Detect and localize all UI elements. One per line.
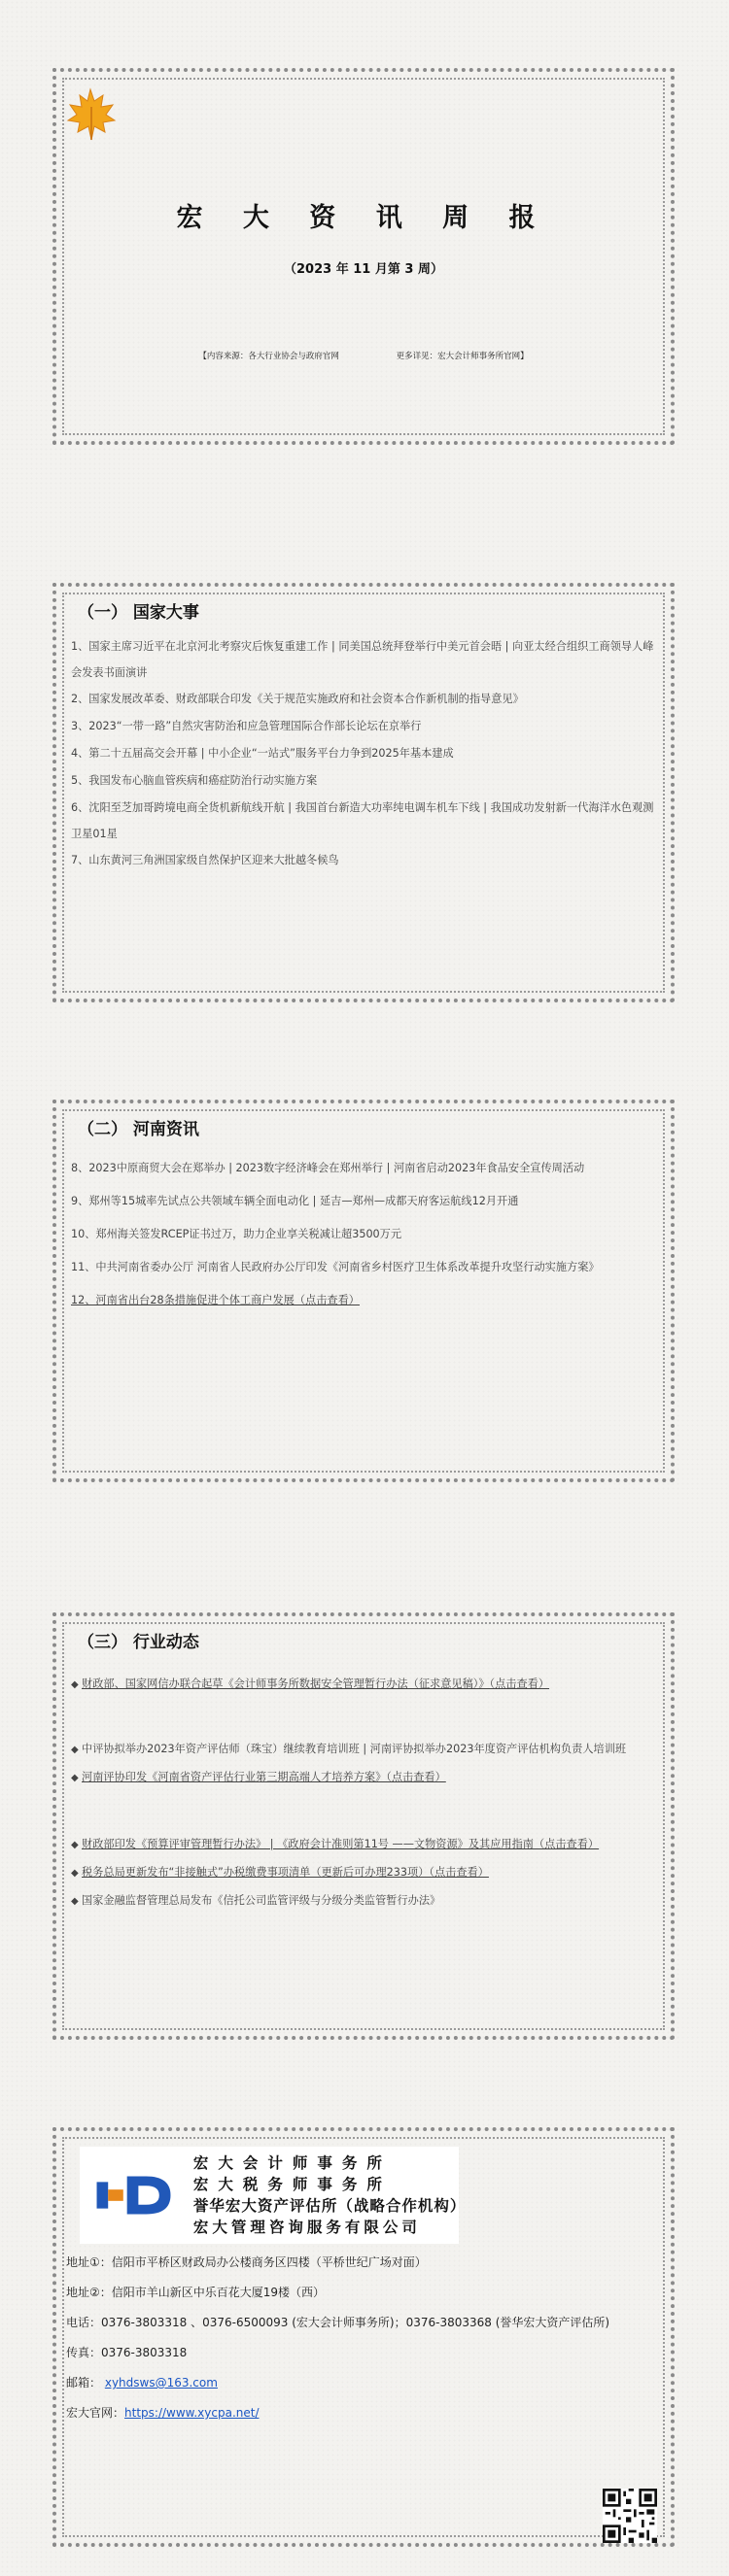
header-panel (52, 68, 675, 445)
email-link[interactable]: xyhdsws@163.com (104, 2376, 218, 2390)
address-2: 地址②：信阳市羊山新区中乐百花大厦19楼（西） (66, 2286, 326, 2299)
list-item[interactable]: ◆ 财政部印发《预算评审管理暂行办法》 | 《政府会计准则第11号 ——文物资源》及其应用指南（点击查看） (71, 1831, 657, 1859)
list-item[interactable]: 2、国家发展改革委、财政部联合印发《关于规范实施政府和社会资本合作新机制的指导意见》 (71, 693, 524, 705)
list-item[interactable]: 7、山东黄河三角洲国家级自然保护区迎来大批越冬候鸟 (71, 854, 339, 866)
website-row: 宏大官网：https://www.xycpa.net/ (66, 2406, 260, 2420)
list-item[interactable]: ◆ 国家金融监督管理总局发布《信托公司监管评级与分级分类监管暂行办法》 (71, 1887, 657, 1915)
address-1: 地址①：信阳市平桥区财政局办公楼商务区四楼（平桥世纪广场对面） (66, 2255, 427, 2269)
list-item[interactable]: 3、2023“一带一路”自然灾害防治和应急管理国际合作部长论坛在京举行 (71, 720, 422, 732)
issue-date: （2023 年 11 月第 3 周） (284, 262, 443, 277)
list-item[interactable]: ◆ 中评协拟举办2023年资产评估师（珠宝）继续教育培训班 | 河南评协拟举办2023年度资产评估机构负责人培训班 (71, 1736, 657, 1764)
diamond-bullet-icon: ◆ (71, 1840, 79, 1850)
section-title: （一） 国家大事 (78, 603, 199, 623)
list-item[interactable]: ◆ 河南评协印发《河南省资产评估行业第三期高端人才培养方案》（点击查看） (71, 1764, 657, 1792)
company-name: 宏大管理咨询服务有限公司 (192, 2218, 421, 2236)
company-name: 誉华宏大资产评估所（战略合作机构） (192, 2196, 467, 2215)
page-title: 宏 大 资 讯 周 报 (176, 203, 551, 233)
company-name: 宏大税务师事务所 (192, 2175, 392, 2193)
company-logo-block (80, 2147, 467, 2244)
list-item-link[interactable]: 12、河南省出台28条措施促进个体工商户发展（点击查看） (71, 1294, 360, 1306)
header-inner-border (62, 78, 665, 435)
list-item[interactable]: 10、郑州海关签发RCEP证书过万，助力企业享关税减让超3500万元 (71, 1228, 402, 1240)
list-item[interactable]: 4、第二十五届高交会开幕 | 中小企业“一站式”服务平台力争到2025年基本建成 (71, 747, 454, 760)
source-note (56, 350, 671, 361)
company-names (192, 2152, 467, 2238)
list-item[interactable]: 11、中共河南省委办公厅 河南省人民政府办公厅印发《河南省乡村医疗卫生体系改革提升攻坚行动实施方案》 (71, 1261, 600, 1273)
section-henan-news (52, 1100, 675, 1482)
contact-panel (52, 2127, 675, 2547)
diamond-bullet-icon: ◆ (71, 1896, 79, 1907)
section-industry-news (52, 1612, 675, 2040)
news-list (71, 1671, 657, 1915)
qr-code-icon[interactable] (603, 2489, 657, 2543)
phone: 电话：0376-3803318 、0376-6500093 (宏大会计师事务所)；0376-3803368 (誉华宏大资产评估所) (66, 2316, 610, 2329)
list-item[interactable]: 8、2023中原商贸大会在郑举办 | 2023数字经济峰会在郑州举行 | 河南省启动2023年食品安全宣传周活动 (71, 1162, 585, 1174)
news-list (71, 633, 657, 874)
section-national-news (52, 583, 675, 1002)
list-item[interactable]: 1、国家主席习近平在北京河北考察灾后恢复重建工作 | 同美国总统拜登举行中美元首会晤 | 向亚太经合组织工商领导人峰会发表书面演讲 (71, 640, 654, 679)
source-left: 【内容来源：各大行业协会与政府官网 (198, 352, 339, 361)
fax: 传真：0376-3803318 (66, 2346, 188, 2359)
list-item[interactable]: 5、我国发布心脑血管疾病和癌症防治行动实施方案 (71, 774, 318, 787)
list-item[interactable]: ◆ 税务总局更新发布“非接触式”办税缴费事项清单（更新后可办理233项）（点击查看） (71, 1859, 657, 1887)
email-row: 邮箱： xyhdsws@163.com (66, 2376, 218, 2390)
company-logo-icon (80, 2147, 193, 2244)
website-link[interactable]: https://www.xycpa.net/ (124, 2406, 260, 2420)
news-list (71, 1152, 657, 1317)
list-item[interactable]: 9、郑州等15城率先试点公共领域车辆全面电动化 | 延吉—郑州—成都天府客运航线12月开通 (71, 1195, 519, 1207)
company-name: 宏大会计师事务所 (192, 2153, 392, 2172)
source-right: 更多详见：宏大会计师事务所官网】 (396, 352, 529, 361)
diamond-bullet-icon: ◆ (71, 1773, 79, 1783)
list-item[interactable]: ◆ 财政部、国家网信办联合起草《会计师事务所数据安全管理暂行办法（征求意见稿）》（点击查看） (71, 1671, 657, 1699)
diamond-bullet-icon: ◆ (71, 1868, 79, 1879)
maple-leaf-icon (62, 85, 119, 144)
diamond-bullet-icon: ◆ (71, 1679, 79, 1690)
contact-info (66, 2248, 609, 2428)
section-title: （三） 行业动态 (78, 1633, 199, 1652)
list-item[interactable]: 6、沈阳至芝加哥跨境电商全货机新航线开航 | 我国首台新造大功率纯电调车机车下线 | 我国成功发射新一代海洋水色观测卫星01星 (71, 801, 654, 840)
section-title: （二） 河南资讯 (78, 1120, 199, 1139)
diamond-bullet-icon: ◆ (71, 1745, 79, 1755)
